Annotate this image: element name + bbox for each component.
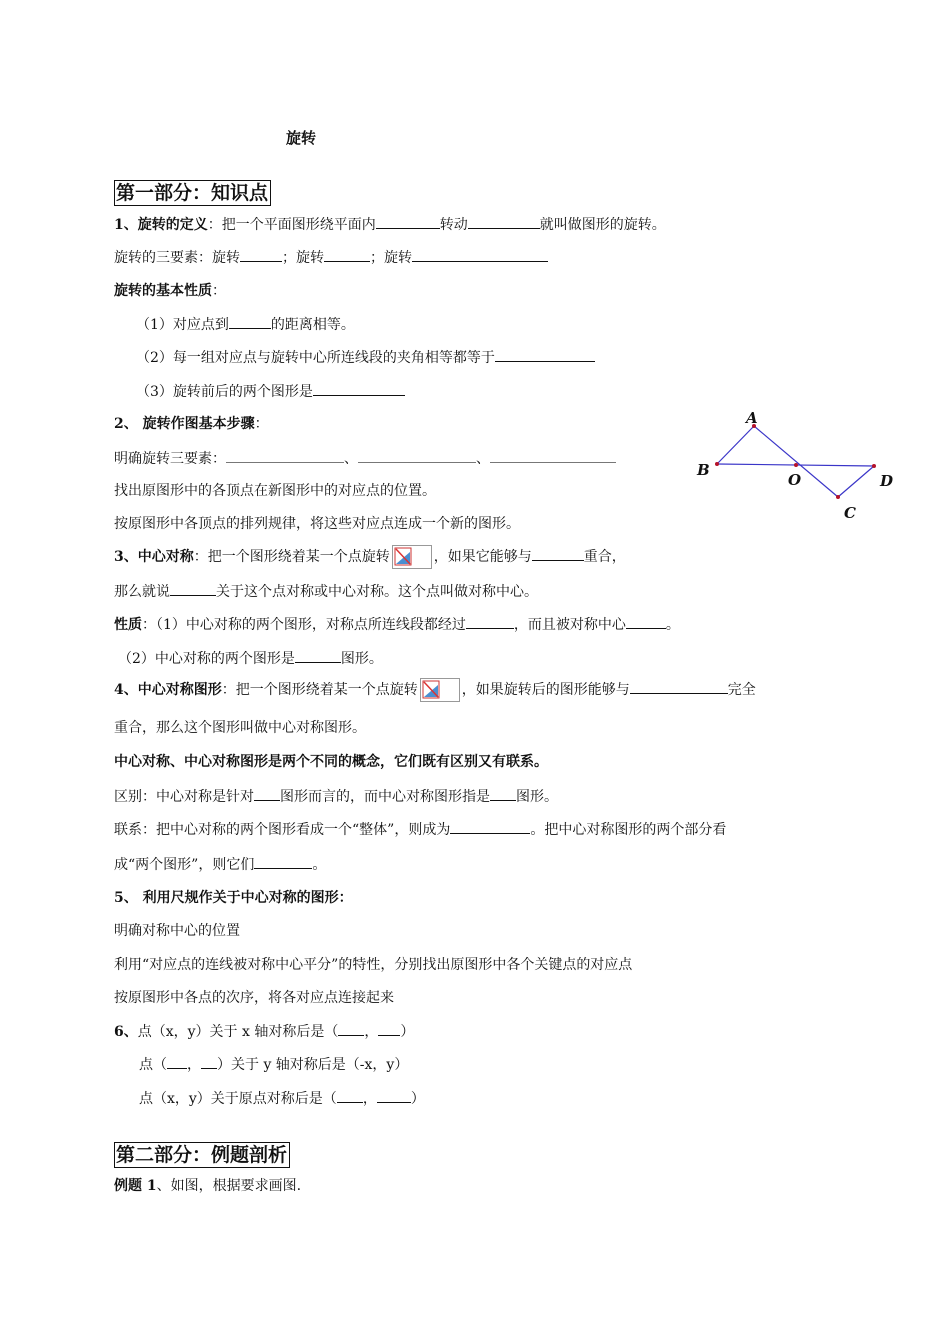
s1-label: 1、旋转的定义 (114, 217, 208, 233)
blank[interactable] (377, 1088, 411, 1103)
s2-elements: 明确旋转三要素： 、 、 (114, 448, 616, 469)
point-d (872, 464, 876, 468)
s4-line: 4、中心对称图形：把一个图形绕着某一个点旋转 ，如果旋转后的图形能够与 完全 (114, 678, 756, 702)
blank[interactable] (466, 614, 514, 629)
broken-image-icon (392, 545, 432, 569)
blank[interactable] (376, 214, 440, 229)
blank[interactable] (358, 448, 476, 463)
blank[interactable] (495, 347, 595, 362)
blank[interactable] (254, 854, 312, 869)
prop-2: （2）每一组对应点与旋转中心所连线段的夹角相等都等于 (136, 347, 595, 368)
blank[interactable] (295, 648, 341, 663)
blank[interactable] (630, 679, 728, 694)
part1-heading: 第一部分：知识点 (114, 180, 271, 206)
blank[interactable] (324, 247, 370, 262)
point-c (836, 495, 840, 499)
prop-1: （1）对应点到 的距离相等。 (136, 314, 355, 335)
link-line: 联系：把中心对称的两个图形看成一个“整体”，则成为 。把中心对称图形的两个部分看 (114, 819, 726, 840)
s5-line: 5、 利用尺规作关于中心对称的图形： (114, 890, 353, 906)
elements-line: 旋转的三要素：旋转 ；旋转 ；旋转 (114, 247, 548, 268)
point-b (715, 462, 719, 466)
blank[interactable] (201, 1054, 217, 1069)
blank[interactable] (338, 1021, 364, 1036)
blank[interactable] (226, 448, 344, 463)
segment-cd (838, 466, 874, 497)
blank[interactable] (170, 581, 216, 596)
broken-image-icon (420, 678, 460, 702)
rotation-diagram (690, 405, 900, 520)
blank[interactable] (254, 786, 280, 801)
s2-line: 2、 旋转作图基本步骤： (114, 416, 269, 432)
point-o (794, 463, 798, 467)
difference-line: 区别：中心对称是针对 图形而言的，而中心对称图形指是 图形。 (114, 786, 558, 807)
note-line: 中心对称、中心对称图形是两个不同的概念，它们既有区别又有联系。 (114, 754, 548, 770)
s2-step-3: 按原图形中各顶点的排列规律，将这些对应点连成一个新的图形。 (114, 516, 520, 532)
s3-properties-2: （2）中心对称的两个图形是 图形。 (118, 648, 383, 669)
s5-step-2: 利用“对应点的连线被对称中心平分”的特性，分别找出原图形中各个关键点的对应点 (114, 957, 633, 973)
blank[interactable] (490, 786, 516, 801)
blank[interactable] (313, 381, 405, 396)
s5-step-3: 按原图形中各点的次序，将各对应点连接起来 (114, 990, 394, 1006)
s6-line-3: 点（x，y）关于原点对称后是（ ， ） (139, 1088, 425, 1109)
blank[interactable] (337, 1088, 363, 1103)
blank[interactable] (626, 614, 666, 629)
s3-properties: 性质：（1）中心对称的两个图形，对称点所连线段都经过 ，而且被对称中心 。 (114, 614, 680, 635)
blank[interactable] (490, 448, 616, 463)
label-o: O (788, 471, 802, 489)
blank[interactable] (240, 247, 282, 262)
s3-line-2: 那么就说 关于这个点对称或中心对称。这个点叫做对称中心。 (114, 581, 538, 602)
label-c: C (844, 504, 856, 520)
s4-line-2: 重合，那么这个图形叫做中心对称图形。 (114, 720, 366, 736)
s6-line: 6、点（x，y）关于 x 轴对称后是（ ， ） (114, 1021, 414, 1042)
s3-line: 3、中心对称：把一个图形绕着某一个点旋转 ，如果它能够与 重合， (114, 545, 626, 569)
blank[interactable] (450, 819, 530, 834)
s5-step-1: 明确对称中心的位置 (114, 923, 240, 939)
props-title: 旋转的基本性质： (114, 283, 226, 299)
label-a: A (746, 409, 758, 427)
page-title: 旋转 (286, 129, 317, 147)
prop-3: （3）旋转前后的两个图形是 (136, 381, 405, 402)
blank[interactable] (412, 247, 548, 262)
blank[interactable] (229, 314, 271, 329)
part2-heading: 第二部分：例题剖析 (114, 1142, 290, 1168)
example-1-line: 例题 1、如图，根据要求画图. (114, 1178, 302, 1194)
blank[interactable] (167, 1054, 187, 1069)
blank[interactable] (532, 546, 584, 561)
label-b: B (697, 461, 710, 479)
blank[interactable] (468, 214, 540, 229)
s2-step-2: 找出原图形中的各顶点在新图形中的对应点的位置。 (114, 483, 436, 499)
s1-line: 1、旋转的定义：把一个平面图形绕平面内 转动 就叫做图形的旋转。 (114, 214, 666, 235)
link-line-2: 成“两个图形”，则它们 。 (114, 854, 326, 875)
label-d: D (880, 472, 894, 490)
s6-line-2: 点（ ， ）关于 y 轴对称后是（-x，y） (139, 1054, 408, 1075)
segment-ab (717, 426, 754, 464)
blank[interactable] (378, 1021, 400, 1036)
